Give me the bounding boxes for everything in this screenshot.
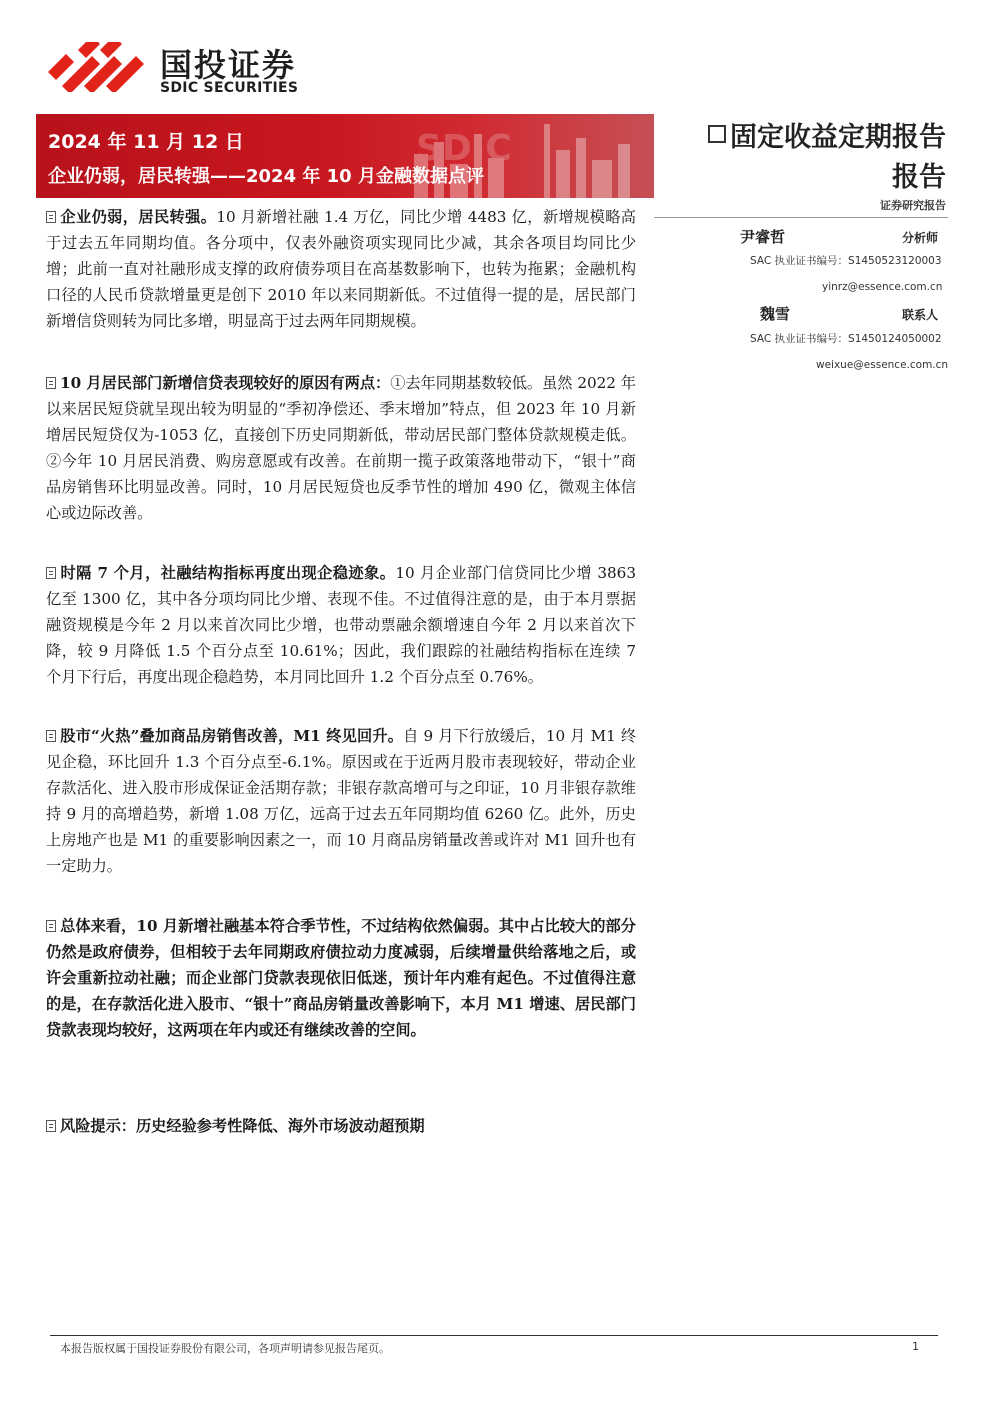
analyst-email[interactable]: weixue@essence.com.cn (816, 359, 949, 371)
paragraph-lead: 企业仍弱，居民转强。 (60, 208, 217, 226)
brand-logo (44, 40, 344, 100)
paragraph-body: 10 月新增社融 1.4 万亿，同比少增 4483 亿，新增规模略高于过去五年同期均值。各分项中，仅表外融资项实现同比少减，其余各项目均同比少增；此前一直对社融形成支撑的政府债券项目在高基数影响下，也转为拖累；金融机构口径的人民币贷款增量更是创下 2010 年以来同期新低。不过值得一提的是，居民部门新增信贷则转为同比多增，明显高于过去两年同期规模。 (46, 208, 636, 330)
paragraph-lead: 总体来看，10 月新增社融基本符合季节性，不过结构依然偏弱。其中占比较大的部分仍然是政府债券，但相较于去年同期政府债拉动力度减弱，后续增量供给落地之后，或许会重新拉动社融；而企业部门贷款表现依旧低迷，预计年内难有起色。不过值得注意的是，在存款活化进入股市、“银十”商品房销量改善影响下，本月 M1 增速、居民部门贷款表现均较好，这两项在年内或还有继续改善的空间。 (46, 917, 636, 1039)
analyst-cert: SAC 执业证书编号：S1450523120003 (750, 255, 942, 267)
logo-mark-icon (44, 42, 150, 92)
report-type-line1: 固定收益定期报告 (730, 122, 946, 153)
report-type-line2: 报告 (892, 162, 946, 193)
risk-text: 风险提示：历史经验参考性降低、海外市场波动超预期 (60, 1117, 425, 1135)
summary-paragraph (46, 560, 636, 690)
analyst-email[interactable]: yinrz@essence.com.cn (822, 281, 943, 293)
analyst-name: 魏雪 (760, 305, 791, 323)
paragraph-body: ①去年同期基数较低。虽然 2022 年以来居民短贷就呈现出较为明显的“季初净偿还、季末增加”特点，但 2023 年 10 月新增居民短贷仅为-1053 亿，直接创下历史同期新低，带动居民部门整体贷款规模走低。②今年 10 月居民消费、购房意愿或有改善。在前期一揽子政策落地带动下，“银十”商品房销售环比明显改善。同时，10 月居民短贷也反季节性的增加 490 亿，微观主体信心或边际改善。 (46, 374, 636, 522)
banner-watermark: SDIC (416, 128, 512, 169)
paragraph-marker-icon (46, 1120, 56, 1132)
analyst-name: 尹睿哲 (740, 228, 786, 246)
summary-paragraph (46, 723, 636, 879)
paragraph-lead: 股市“火热”叠加商品房销售改善，M1 终见回升。 (60, 727, 404, 745)
divider (654, 217, 948, 218)
summary-paragraph (46, 370, 636, 526)
paragraph-body: 10 月企业部门信贷同比少增 3863 亿至 1300 亿，其中各分项均同比少增、表现不佳。不过值得注意的是，由于本月票据融资规模是今年 2 月以来首次同比少增，也带动票融余额增速自今年 2 月以来首次下降，较 9 月降低 1.5 个百分点至 10.61%；因此，我们跟踪的社融结构指标在连续 7 个月下行后，再度出现企稳趋势，本月同比回升 1.2 个百分点至 0.76%。 (46, 564, 636, 686)
paragraph-lead: 时隔 7 个月，社融结构指标再度出现企稳迹象。 (60, 564, 396, 582)
paragraph-marker-icon (46, 377, 56, 389)
report-title: 企业仍弱，居民转强——2024 年 10 月金融数据点评 (48, 166, 484, 187)
analyst-cert: SAC 执业证书编号：S1450124050002 (750, 333, 942, 345)
paragraph-lead: 10 月居民部门新增信贷表现较好的原因有两点： (60, 374, 391, 392)
logo-name-en: SDIC SECURITIES (160, 80, 299, 96)
page-number: 1 (912, 1340, 919, 1353)
chart-icon (708, 125, 726, 143)
analyst-role: 联系人 (902, 308, 939, 322)
summary-paragraph (46, 204, 636, 334)
paragraph-marker-icon (46, 567, 56, 579)
paragraph-marker-icon (46, 211, 56, 223)
footer-disclaimer: 本报告版权属于国投证券股份有限公司，各项声明请参见报告尾页。 (60, 1342, 390, 1355)
logo-name-cn: 国投证券 (160, 46, 297, 84)
title-banner (36, 114, 654, 198)
paragraph-marker-icon (46, 730, 56, 742)
footer-divider (50, 1335, 938, 1336)
report-type (660, 118, 946, 198)
summary-paragraph (46, 913, 636, 1043)
analyst-role: 分析师 (902, 231, 939, 245)
paragraph-body: 自 9 月下行放缓后，10 月 M1 终见企稳，环比回升 1.3 个百分点至-6.1%。原因或在于近两月股市表现较好，带动企业存款活化、进入股市形成保证金活期存款；非银存款高增可与之印证，10 月非银存款维持 9 月的高增趋势，新增 1.08 万亿，远高于过去五年同期均值 6260 亿。此外，历史上房地产也是 M1 的重要影响因素之一，而 10 月商品房销量改善或许对 M1 回升也有一定助力。 (46, 727, 637, 875)
report-date: 2024 年 11 月 12 日 (48, 131, 244, 153)
paragraph-marker-icon (46, 920, 56, 932)
risk-warning (46, 1113, 425, 1139)
report-category: 证券研究报告 (880, 199, 946, 212)
